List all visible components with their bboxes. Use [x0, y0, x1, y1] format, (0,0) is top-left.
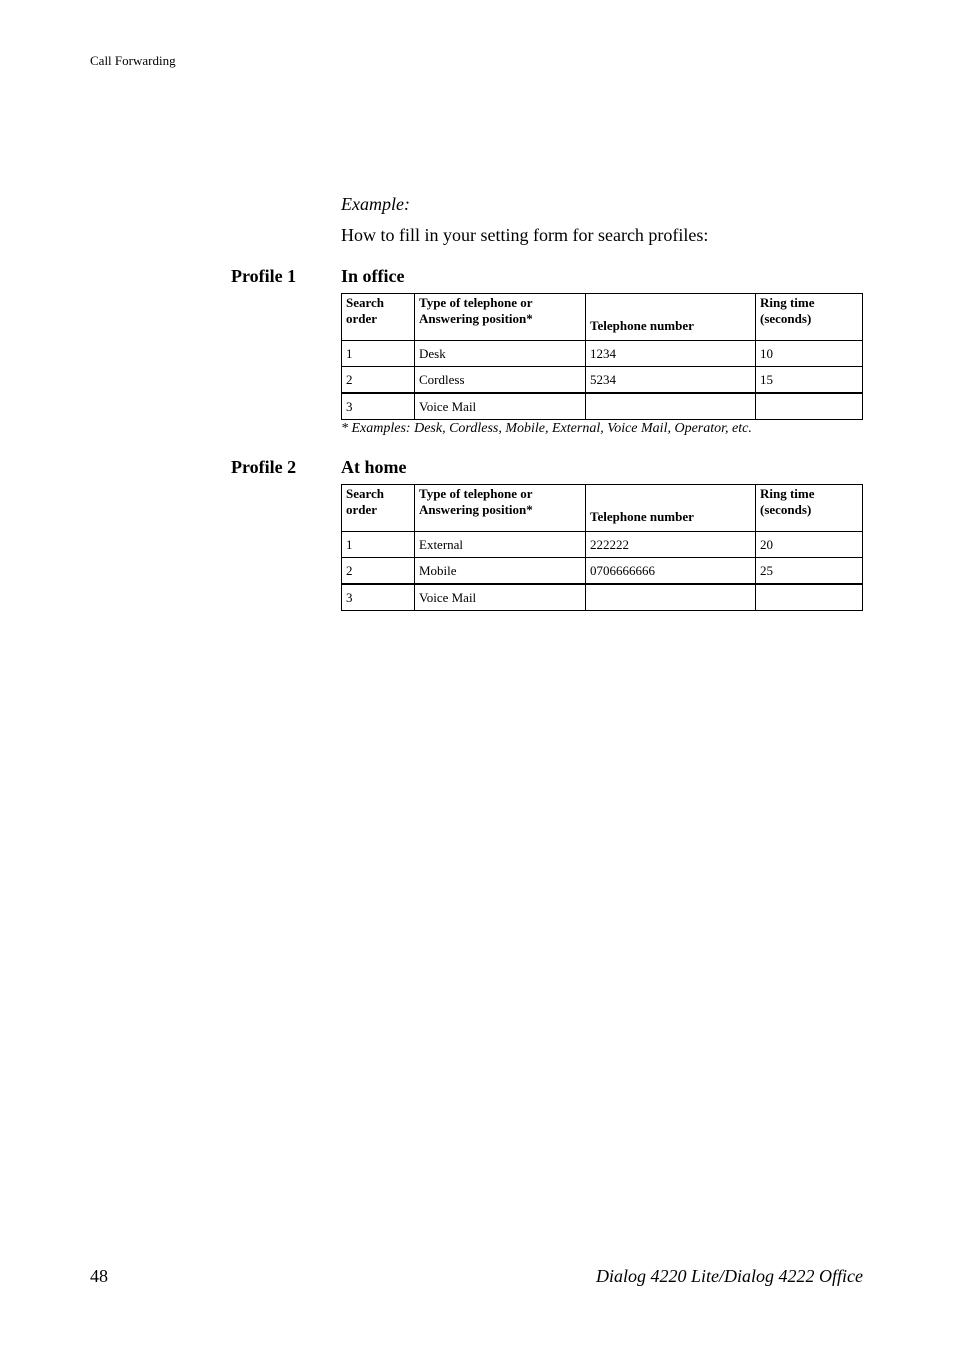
cell-order: 3 [342, 393, 415, 420]
cell-ring: 20 [756, 532, 863, 558]
table-row [342, 532, 863, 558]
cell-ring: 15 [756, 367, 863, 394]
cell-order: 2 [342, 558, 415, 585]
profile-1-table [341, 293, 863, 420]
header-type: Type of telephone or Answering position* [415, 294, 586, 341]
profile-1-label: Profile 1 [231, 266, 297, 286]
cell-type: Cordless [415, 367, 586, 394]
cell-ring [756, 584, 863, 611]
header-ring-time: Ring time (seconds) [756, 294, 863, 341]
cell-number: 5234 [586, 367, 756, 394]
cell-ring: 10 [756, 341, 863, 367]
cell-type: Desk [415, 341, 586, 367]
table-row [342, 584, 863, 611]
profile-2-label: Profile 2 [231, 457, 297, 477]
cell-order: 3 [342, 584, 415, 611]
cell-type: Mobile [415, 558, 586, 585]
cell-order: 1 [342, 532, 415, 558]
cell-ring [756, 393, 863, 420]
profile-1-title: In office [341, 266, 405, 286]
header-type: Type of telephone or Answering position* [415, 485, 586, 532]
page-number: 48 [90, 1266, 108, 1286]
footer-document-title: Dialog 4220 Lite/Dialog 4222 Office [596, 1266, 863, 1286]
profile-2-title: At home [341, 457, 407, 477]
header-telephone-number: Telephone number [586, 294, 756, 341]
table-header-row [342, 485, 863, 532]
table-row [342, 393, 863, 420]
header-search-order: Search order [342, 485, 415, 532]
cell-number: 222222 [586, 532, 756, 558]
cell-number: 0706666666 [586, 558, 756, 585]
header-search-order: Search order [342, 294, 415, 341]
table-row [342, 558, 863, 585]
cell-number [586, 584, 756, 611]
table-header-row [342, 294, 863, 341]
example-label: Example: [341, 194, 410, 214]
cell-type: Voice Mail [415, 584, 586, 611]
cell-order: 1 [342, 341, 415, 367]
cell-number: 1234 [586, 341, 756, 367]
table-row [342, 367, 863, 394]
cell-type: External [415, 532, 586, 558]
running-header: Call Forwarding [90, 53, 176, 68]
profile-2-table [341, 484, 863, 611]
header-telephone-number: Telephone number [586, 485, 756, 532]
header-ring-time: Ring time (seconds) [756, 485, 863, 532]
cell-order: 2 [342, 367, 415, 394]
footnote: * Examples: Desk, Cordless, Mobile, External, Voice Mail, Operator, etc. [341, 421, 752, 436]
cell-ring: 25 [756, 558, 863, 585]
cell-number [586, 393, 756, 420]
intro-text: How to fill in your setting form for search profiles: [341, 225, 709, 245]
table-row [342, 341, 863, 367]
cell-type: Voice Mail [415, 393, 586, 420]
